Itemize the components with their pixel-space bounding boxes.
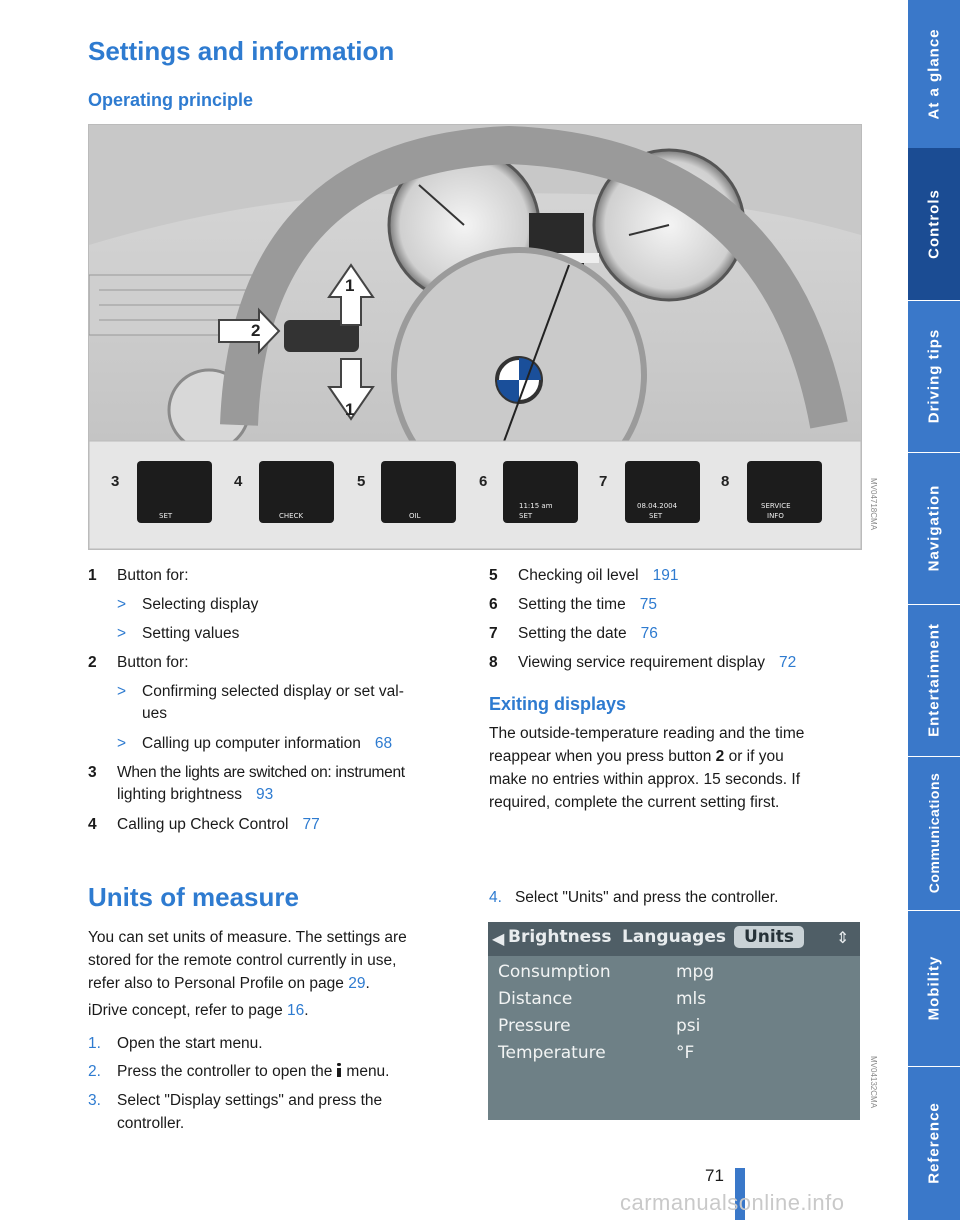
callout-1-bottom: 1: [345, 400, 355, 419]
section-subtitle: Operating principle: [88, 90, 254, 110]
units-heading: Units of measure: [88, 882, 299, 912]
sidebar-tab-mobility[interactable]: Mobility: [908, 910, 960, 1067]
sidebar-tab-driving-tips[interactable]: Driving tips: [908, 300, 960, 453]
legend-left: [88, 561, 468, 839]
list-item: 8 Viewing service requirement display 72: [489, 654, 797, 671]
tab-brightness[interactable]: Brightness: [508, 927, 612, 947]
list-item: 2 Button for:: [88, 654, 189, 671]
chapter-sidebar: [908, 0, 960, 1220]
tab-units[interactable]: Units: [734, 926, 804, 948]
step-1: 1. Open the start menu.: [88, 1035, 263, 1052]
steering-wheel-illustration: [88, 124, 862, 550]
dashboard-svg: [89, 125, 861, 549]
thumb-4-label: CHECK: [279, 512, 304, 520]
callout-6: 6: [479, 473, 488, 490]
sidebar-tab-entertainment[interactable]: Entertainment: [908, 604, 960, 757]
watermark: carmanualsonline.info: [620, 1190, 845, 1215]
exiting-heading: Exiting displays: [489, 694, 627, 714]
page-link[interactable]: 16: [287, 1002, 305, 1019]
step-3: 3. Select "Display settings" and press the: [88, 1092, 383, 1109]
image-code: MV04718CMA: [869, 478, 878, 531]
callout-1-top: 1: [345, 276, 355, 295]
sidebar-tab-at-a-glance[interactable]: At a glance: [908, 0, 960, 149]
page-link[interactable]: 93: [255, 786, 274, 803]
left-arrow-icon: ◀: [492, 931, 505, 948]
idrive-reference: iDrive concept, refer to page 16.: [88, 1002, 309, 1019]
callout-5: 5: [357, 473, 366, 490]
thumb-7-date: 08.04.2004: [637, 502, 678, 510]
thumb-8-service: SERVICE: [761, 502, 791, 510]
callout-7: 7: [599, 473, 608, 490]
thumb-3-label: SET: [159, 512, 173, 520]
page-title: Settings and information: [88, 36, 395, 66]
thumb-7-label: SET: [649, 512, 663, 520]
callout-4: 4: [234, 473, 243, 490]
screen-tabbar: [488, 922, 860, 956]
screen-row-label[interactable]: Consumption: [498, 962, 611, 982]
list-item: > Setting values: [117, 625, 240, 642]
page-link[interactable]: 75: [639, 596, 657, 613]
legend-right: [489, 561, 869, 677]
page-link[interactable]: 76: [640, 625, 658, 642]
list-item: 5 Checking oil level 191: [489, 567, 679, 584]
screen-row-label[interactable]: Distance: [498, 989, 573, 1009]
screen-row-value: °F: [676, 1043, 695, 1063]
thumb-5-label: OIL: [409, 512, 421, 520]
scroll-icon: ⇕: [836, 930, 850, 947]
list-item: 6 Setting the time 75: [489, 596, 657, 613]
list-item: > Confirming selected display or set val-: [117, 683, 404, 700]
list-item: > Selecting display: [117, 596, 259, 613]
thumb-6-time: 11:15 am: [519, 502, 553, 510]
list-item: > Calling up computer information 68: [117, 735, 393, 752]
list-item: 3 When the lights are switched on: instrument: [88, 764, 405, 781]
screen-row-value: mls: [676, 989, 707, 1009]
page-link[interactable]: 68: [374, 735, 393, 752]
step-2: 2. Press the controller to open the menu.: [88, 1063, 390, 1080]
sidebar-tab-controls[interactable]: Controls: [908, 148, 960, 301]
info-icon: [336, 1063, 342, 1077]
tab-languages[interactable]: Languages: [622, 927, 726, 947]
screen-row-label[interactable]: Temperature: [498, 1043, 606, 1063]
screen-row-label[interactable]: Pressure: [498, 1016, 571, 1036]
page-number: 71: [705, 1166, 724, 1185]
page-link[interactable]: 29: [348, 975, 366, 992]
list-item: 1 Button for:: [88, 567, 189, 584]
sidebar-tab-navigation[interactable]: Navigation: [908, 452, 960, 605]
callout-3: 3: [111, 473, 120, 490]
page-link[interactable]: 77: [302, 816, 320, 833]
sidebar-tab-reference[interactable]: Reference: [925, 1102, 943, 1184]
list-item-continued: lighting brightness 93: [117, 786, 274, 803]
exiting-paragraph: The outside-temperature reading and the time reappear when you press button 2 or if you make no entries within approx. 15 seconds. If required, complete the current setting first.: [489, 725, 805, 811]
sidebar-tab-communications[interactable]: Communications: [908, 756, 960, 911]
thumb-8-label: INFO: [767, 512, 784, 520]
thumb-6-label: SET: [519, 512, 533, 520]
page-link[interactable]: 72: [778, 654, 797, 671]
step-4: 4. Select "Units" and press the controller.: [489, 889, 779, 906]
screen-image-code: MV04132CMA: [869, 1056, 878, 1109]
callout-8: 8: [721, 473, 730, 490]
screen-row-value: mpg: [676, 962, 715, 982]
list-item: 7 Setting the date 76: [489, 625, 658, 642]
list-item-continued: ues: [142, 705, 167, 722]
units-screen: [488, 922, 860, 1120]
page-link[interactable]: 191: [652, 567, 679, 584]
callout-2: 2: [251, 321, 261, 340]
step-3-continued: controller.: [117, 1115, 185, 1132]
screen-row-value: psi: [676, 1016, 701, 1036]
units-intro: You can set units of measure. The settings are stored for the remote control currently in use, refer also to Personal Profile on page 29.: [88, 929, 407, 992]
units-steps: [88, 1030, 468, 1135]
list-item: 4 Calling up Check Control 77: [88, 816, 320, 833]
